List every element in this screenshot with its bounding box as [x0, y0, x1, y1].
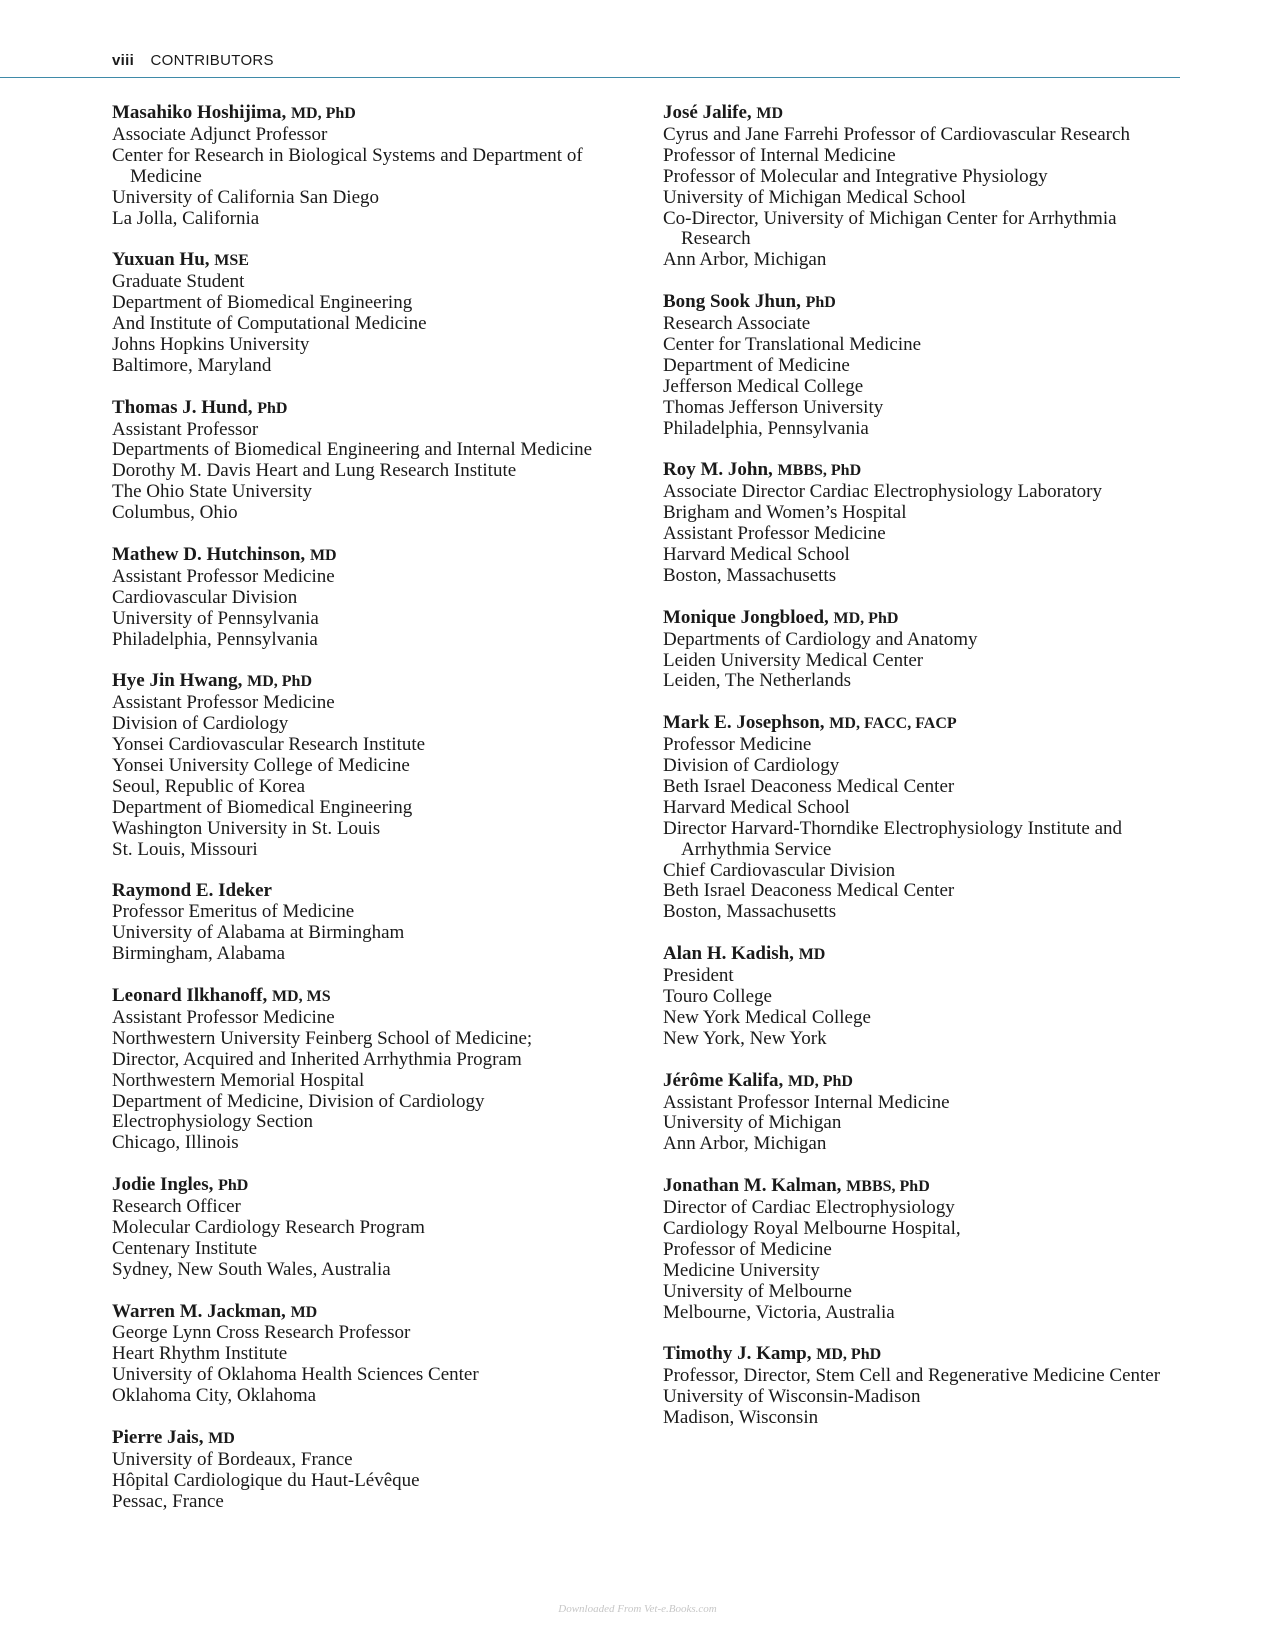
affiliation-line: Washington University in St. Louis: [112, 817, 381, 839]
right-column: [663, 103, 1183, 1450]
contributor-name-line: [112, 103, 632, 125]
affiliation-line: Assistant Professor: [112, 418, 259, 440]
affiliation-line: Ann Arbor, Michigan: [663, 1133, 827, 1155]
contributor-name-line: [663, 944, 1183, 966]
contributor-name: Roy M. John,: [663, 459, 773, 481]
header-rule: [0, 77, 1180, 78]
contributor-credentials: MD, PhD: [816, 1346, 882, 1364]
affiliation-line: Centenary Institute: [112, 1237, 258, 1259]
affiliation-line: Professor of Molecular and Integrative Physiology: [663, 165, 1048, 187]
affiliation-line: New York Medical College: [663, 1006, 871, 1028]
affiliation-line: Jefferson Medical College: [663, 375, 864, 397]
affiliation-line: Yonsei University College of Medicine: [112, 755, 410, 777]
affiliation-line: Harvard Medical School: [663, 796, 850, 818]
contributor-entry: [663, 292, 1183, 439]
affiliation-line: Professor, Director, Stem Cell and Regenerative Medicine Center: [663, 1365, 1161, 1387]
contributor-name-line: [663, 103, 1183, 125]
affiliation-line: Professor of Medicine: [663, 1238, 832, 1260]
affiliation-line: University of Melbourne: [663, 1280, 852, 1302]
affiliation-line: Birmingham, Alabama: [112, 943, 286, 965]
contributor-name: Pierre Jais,: [112, 1426, 204, 1448]
contributor-entry: [112, 545, 632, 651]
contributor-entry: [663, 1176, 1183, 1323]
contributor-name: Timothy J. Kamp,: [663, 1343, 812, 1365]
affiliation-line: Electrophysiology Section: [112, 1111, 314, 1133]
contributor-entry: [112, 398, 632, 524]
contributor-name: Jérôme Kalifa,: [663, 1069, 784, 1091]
affiliation-line: New York, New York: [663, 1027, 827, 1049]
contributor-credentials: MD: [309, 546, 337, 564]
affiliation-line: University of Bordeaux, France: [112, 1448, 353, 1470]
contributor-credentials: MBBS, PhD: [777, 462, 862, 480]
affiliation-line: University of California San Diego: [112, 186, 380, 208]
contributor-credentials: PhD: [218, 1177, 249, 1195]
affiliation-line: Cardiovascular Division: [112, 586, 298, 608]
affiliation-line: Beth Israel Deaconess Medical Center: [663, 880, 955, 902]
affiliation-line: Ann Arbor, Michigan: [663, 249, 827, 271]
affiliation-line: Chief Cardiovascular Division: [663, 859, 896, 881]
affiliation-line: Associate Adjunct Professor: [112, 123, 328, 145]
affiliation-line: Assistant Professor Medicine: [112, 1006, 335, 1028]
contributor-name: Leonard Ilkhanoff,: [112, 984, 268, 1006]
affiliation-line: Boston, Massachusetts: [663, 564, 837, 586]
affiliation-line: Chicago, Illinois: [112, 1132, 239, 1154]
affiliation-line: Division of Cardiology: [112, 713, 289, 735]
contributor-name-line: [112, 398, 632, 420]
affiliation-line: Oklahoma City, Oklahoma: [112, 1385, 317, 1407]
contributor-entry: [112, 1175, 632, 1281]
affiliation-line: Thomas Jefferson University: [663, 396, 884, 418]
contributor-name: Warren M. Jackman,: [112, 1300, 286, 1322]
contributor-name-line: [112, 1175, 632, 1197]
affiliation-line: University of Pennsylvania: [112, 607, 319, 629]
affiliation-line: Sydney, New South Wales, Australia: [112, 1258, 391, 1280]
affiliation-line: Beth Israel Deaconess Medical Center: [663, 775, 955, 797]
affiliation-line: St. Louis, Missouri: [112, 838, 258, 860]
affiliation-line: Molecular Cardiology Research Program: [112, 1216, 425, 1238]
affiliation-line: Assistant Professor Medicine: [663, 523, 886, 545]
affiliation-line: Department of Biomedical Engineering: [112, 796, 413, 818]
contributor-name: Mathew D. Hutchinson,: [112, 543, 306, 565]
contributor-credentials: PhD: [805, 294, 836, 312]
affiliation-line: Research Associate: [663, 313, 811, 335]
contributor-name-line: [663, 1176, 1183, 1198]
contributor-name: Monique Jongbloed,: [663, 606, 829, 628]
contributor-entry: [663, 1344, 1183, 1429]
contributor-name: Hye Jin Hwang,: [112, 670, 243, 692]
contributor-name-line: [663, 460, 1183, 482]
affiliation-line: Director, Acquired and Inherited Arrhythmia Program: [112, 1048, 522, 1070]
affiliation-line: Graduate Student: [112, 271, 245, 293]
contributor-entry: [663, 460, 1183, 586]
contributor-name: Yuxuan Hu,: [112, 249, 210, 271]
running-head: [112, 52, 274, 69]
affiliation-line: La Jolla, California: [112, 207, 260, 229]
contributor-name-line: [112, 986, 632, 1008]
affiliation-line: Division of Cardiology: [663, 755, 840, 777]
affiliation-line: Leiden University Medical Center: [663, 649, 924, 671]
contributor-credentials: PhD: [257, 399, 288, 417]
affiliation-line: Professor Medicine: [663, 734, 812, 756]
contributor-name-line: [663, 713, 1183, 735]
contributor-name: Mark E. Josephson,: [663, 712, 825, 734]
affiliation-line: Departments of Biomedical Engineering and Internal Medicine: [112, 439, 593, 461]
affiliation-line: Professor Emeritus of Medicine: [112, 901, 355, 923]
affiliation-line: Associate Director Cardiac Electrophysiology Laboratory: [663, 481, 1102, 503]
affiliation-line: Research Officer: [112, 1196, 241, 1218]
left-column: [112, 103, 632, 1533]
affiliation-line: Pessac, France: [112, 1490, 224, 1512]
affiliation-line: Seoul, Republic of Korea: [112, 775, 306, 797]
contributor-name: Jodie Ingles,: [112, 1174, 214, 1196]
contributor-entry: [663, 1071, 1183, 1156]
contributor-name-line: [663, 608, 1183, 630]
affiliation-line: Johns Hopkins University: [112, 333, 310, 355]
section-title: CONTRIBUTORS: [150, 52, 274, 69]
affiliation-line: Heart Rhythm Institute: [112, 1343, 288, 1365]
contributor-name-line: [112, 881, 632, 902]
affiliation-line: University of Wisconsin-Madison: [663, 1386, 921, 1408]
contributor-credentials: MD, PhD: [788, 1072, 853, 1090]
affiliation-line: Dorothy M. Davis Heart and Lung Research Institute: [112, 460, 517, 482]
contributor-entry: [112, 103, 632, 229]
contributor-credentials: MD, PhD: [290, 105, 356, 122]
contributor-entry: [663, 944, 1183, 1050]
affiliation-line: Director of Cardiac Electrophysiology: [663, 1197, 955, 1219]
affiliation-line: Philadelphia, Pennsylvania: [112, 628, 318, 650]
contributor-entry: [663, 608, 1183, 693]
affiliation-line: Yonsei Cardiovascular Research Institute: [112, 734, 426, 756]
download-watermark: Downloaded From Vet-e.Books.com: [558, 1603, 717, 1615]
affiliation-line: Touro College: [663, 985, 772, 1007]
affiliation-line: Department of Biomedical Engineering: [112, 292, 413, 314]
page-number: viii: [112, 52, 135, 69]
contributor-entry: [112, 1428, 632, 1513]
contributor-name-line: [112, 545, 632, 567]
contributor-credentials: MD: [290, 1303, 318, 1321]
contributor-credentials: MD: [208, 1429, 235, 1447]
affiliation-line: Madison, Wisconsin: [663, 1407, 819, 1429]
contributor-entry: [112, 250, 632, 376]
affiliation-line: Professor of Internal Medicine: [663, 144, 896, 166]
contributor-credentials: MD: [756, 105, 784, 122]
contributor-name-line: [663, 1344, 1183, 1366]
contributor-credentials: MD, PhD: [247, 673, 313, 691]
affiliation-line: University of Michigan Medical School: [663, 186, 966, 208]
affiliation-line: Assistant Professor Medicine: [112, 565, 335, 587]
contributor-name-line: [112, 671, 632, 693]
contributor-entry: [663, 103, 1183, 271]
contributor-name: Thomas J. Hund,: [112, 396, 253, 418]
affiliation-line: Columbus, Ohio: [112, 502, 238, 524]
contributor-credentials: MSE: [214, 252, 249, 270]
affiliation-line: Baltimore, Maryland: [112, 354, 272, 376]
affiliation-line: George Lynn Cross Research Professor: [112, 1322, 411, 1344]
affiliation-line: Center for Translational Medicine: [663, 333, 922, 355]
affiliation-line: Department of Medicine, Division of Cardiology: [112, 1090, 485, 1112]
contributor-credentials: MD: [798, 946, 826, 964]
contributor-name: Bong Sook Jhun,: [663, 291, 801, 313]
contributor-name-line: [112, 250, 632, 272]
affiliation-line: Harvard Medical School: [663, 544, 850, 565]
contributor-entry: [112, 671, 632, 860]
affiliation-line: Center for Research in Biological Systems and Department of Medicine: [112, 144, 583, 187]
contributor-name: Raymond E. Ideker: [112, 880, 272, 902]
affiliation-line: The Ohio State University: [112, 481, 312, 503]
affiliation-line: Assistant Professor Internal Medicine: [663, 1091, 950, 1113]
affiliation-line: University of Michigan: [663, 1112, 842, 1134]
affiliation-line: Melbourne, Victoria, Australia: [663, 1301, 895, 1323]
contributor-credentials: MD, MS: [271, 987, 331, 1005]
affiliation-line: Philadelphia, Pennsylvania: [663, 417, 869, 439]
affiliation-line: Assistant Professor Medicine: [112, 692, 335, 714]
contributor-name: Jonathan M. Kalman,: [663, 1175, 842, 1197]
contributor-credentials: MBBS, PhD: [846, 1178, 930, 1196]
affiliation-line: Co-Director, University of Michigan Center for Arrhythmia Research: [663, 207, 1117, 250]
affiliation-line: University of Alabama at Birmingham: [112, 922, 405, 944]
affiliation-line: Departments of Cardiology and Anatomy: [663, 628, 978, 650]
affiliation-line: Cardiology Royal Melbourne Hospital,: [663, 1217, 961, 1239]
affiliation-line: Medicine University: [663, 1259, 820, 1281]
affiliation-line: Director Harvard-Thorndike Electrophysiology Institute and Arrhythmia Service: [663, 817, 1123, 860]
contributor-entry: [112, 881, 632, 965]
affiliation-line: And Institute of Computational Medicine: [112, 313, 427, 335]
contributor-entry: [112, 986, 632, 1154]
affiliation-line: University of Oklahoma Health Sciences Center: [112, 1364, 479, 1386]
affiliation-line: Brigham and Women’s Hospital: [663, 502, 907, 524]
contributor-name: Masahiko Hoshijima,: [112, 102, 287, 123]
contributor-credentials: MD, FACC, FACP: [829, 715, 957, 733]
affiliation-line: President: [663, 965, 734, 987]
affiliation-line: Boston, Massachusetts: [663, 901, 837, 923]
affiliation-line: Department of Medicine: [663, 354, 850, 376]
affiliation-line: Northwestern University Feinberg School of Medicine;: [112, 1027, 533, 1049]
contributor-name-line: [112, 1428, 632, 1450]
affiliation-line: Cyrus and Jane Farrehi Professor of Cardiovascular Research: [663, 123, 1130, 145]
affiliation-line: Hôpital Cardiologique du Haut-Lévêque: [112, 1469, 420, 1491]
contributor-name: Alan H. Kadish,: [663, 943, 794, 965]
contributor-entry: [663, 713, 1183, 923]
contributor-entry: [112, 1302, 632, 1408]
contributor-name-line: [663, 1071, 1183, 1093]
affiliation-line: Leiden, The Netherlands: [663, 670, 851, 692]
contributor-name-line: [663, 292, 1183, 314]
contributor-name-line: [112, 1302, 632, 1324]
affiliation-line: Northwestern Memorial Hospital: [112, 1069, 365, 1091]
contributor-name: José Jalife,: [663, 102, 752, 123]
contributor-credentials: MD, PhD: [833, 609, 899, 627]
